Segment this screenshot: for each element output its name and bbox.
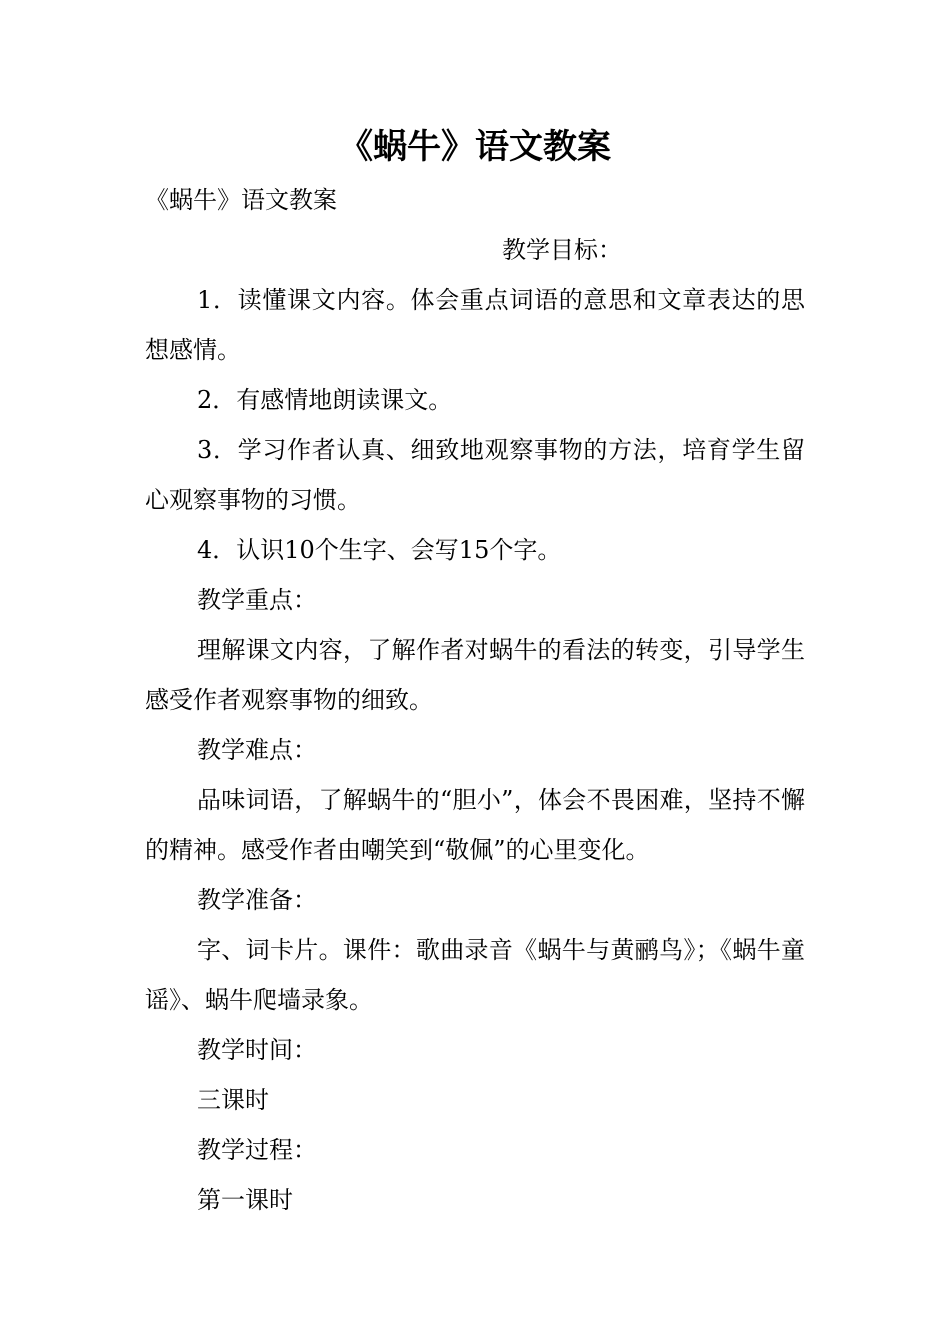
paragraph-objective-4: 4．认识10个生字、会写15个字。 bbox=[197, 536, 562, 564]
document-body bbox=[145, 275, 805, 1225]
heading-difficulties: 教学难点： bbox=[197, 736, 317, 764]
paragraph-objective-2: 2．有感情地朗读课文。 bbox=[197, 386, 453, 414]
paragraph-time: 三课时 bbox=[197, 1086, 269, 1114]
paragraph-difficulties: 品味词语，了解蜗牛的“胆小”，体会不畏困难，坚持不懈的精神。感受作者由嘲笑到“敬佩”的心里变化。 bbox=[145, 786, 805, 864]
paragraph-key-points: 理解课文内容，了解作者对蜗牛的看法的转变，引导学生感受作者观察事物的细致。 bbox=[145, 636, 805, 714]
heading-preparation: 教学准备： bbox=[197, 886, 317, 914]
paragraph-first-lesson: 第一课时 bbox=[197, 1186, 293, 1214]
paragraph-preparation: 字、词卡片。课件：歌曲录音《蜗牛与黄鹂鸟》；《蜗牛童谣》、蜗牛爬墙录象。 bbox=[145, 936, 805, 1014]
objectives-heading: 教学目标： bbox=[502, 236, 622, 264]
heading-key-points: 教学重点： bbox=[197, 586, 317, 614]
document-subtitle: 《蜗牛》语文教案 bbox=[145, 186, 337, 214]
document-title: 《蜗牛》语文教案 bbox=[339, 127, 611, 167]
paragraph-objective-3: 3．学习作者认真、细致地观察事物的方法，培育学生留心观察事物的习惯。 bbox=[145, 436, 805, 514]
paragraph-objective-1: 1．读懂课文内容。体会重点词语的意思和文章表达的思想感情。 bbox=[145, 286, 805, 364]
heading-process: 教学过程： bbox=[197, 1136, 317, 1164]
heading-time: 教学时间： bbox=[197, 1036, 317, 1064]
